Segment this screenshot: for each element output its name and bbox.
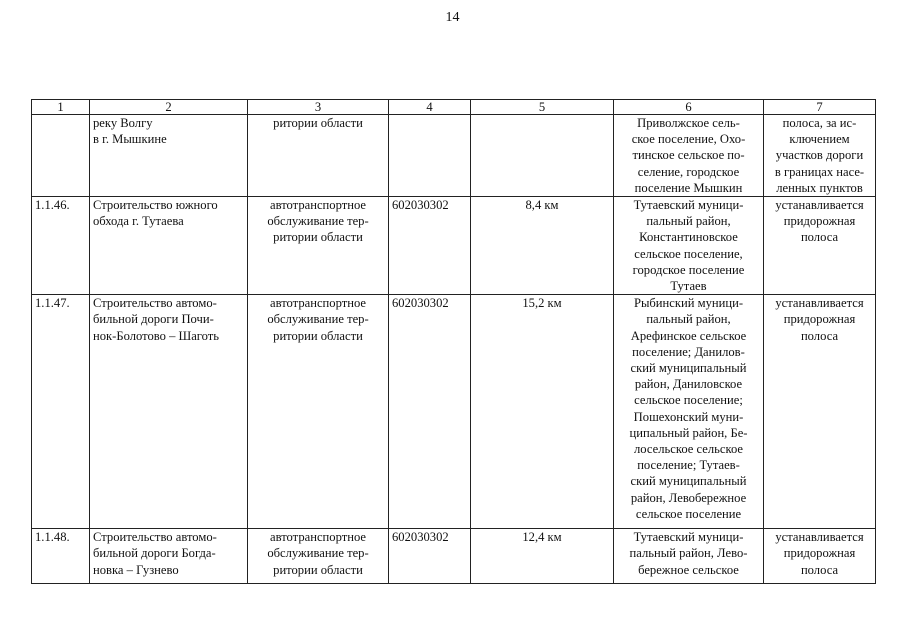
column-number-7: 7 (764, 100, 876, 115)
object-purpose-line: ритории области (273, 116, 363, 130)
object-name (90, 529, 248, 584)
object-location-line: лосельское сельское (634, 442, 743, 457)
table-row (32, 115, 876, 197)
object-location-line: пальный район, (646, 214, 731, 229)
protection-zone-line: полоса (800, 562, 839, 577)
object-location-line: сельское поселение, (634, 246, 743, 261)
object-purpose (248, 295, 389, 529)
object-location-line: ципальный район, Бе- (629, 425, 748, 440)
protection-zone (764, 295, 876, 529)
protection-zone-line: участков дороги (775, 148, 864, 163)
object-location-line: Тутаевский муници- (633, 198, 744, 213)
column-number-1: 1 (32, 100, 90, 115)
column-number-5: 5 (471, 100, 614, 115)
protection-zone-line: полоса (800, 328, 839, 343)
object-purpose-line: обслуживание тер- (267, 312, 369, 327)
object-length-text: 8,4 км (525, 198, 559, 213)
object-name (90, 197, 248, 295)
object-location-line: сельское поселение; (634, 393, 743, 408)
object-location-line: сельское поселение (635, 506, 742, 521)
object-length-text: 15,2 км (522, 296, 562, 311)
object-location (614, 115, 764, 197)
object-location-line: Тутаев (670, 279, 707, 294)
object-name-line: новка – Гузнево (93, 562, 179, 577)
protection-zone-line: ключением (789, 132, 850, 147)
table-row (32, 295, 876, 529)
object-purpose (248, 197, 389, 295)
row-number (32, 295, 90, 529)
object-length (471, 295, 614, 529)
protection-zone (764, 529, 876, 584)
object-purpose-line: автотранспортное (269, 296, 366, 311)
column-number-4: 4 (389, 100, 471, 115)
object-length (471, 197, 614, 295)
object-location-line: Константиновское (639, 230, 738, 245)
object-code (389, 197, 471, 295)
object-purpose-line: ритории области (273, 230, 363, 245)
object-name-line: Строительство автомо- (93, 530, 217, 545)
document-table (31, 99, 876, 584)
object-name-line: в г. Мышкине (93, 132, 167, 147)
protection-zone-line: придорожная (783, 546, 856, 561)
object-location-line: ский муниципальный (630, 361, 747, 376)
object-purpose (248, 529, 389, 584)
object-purpose-line: ритории области (273, 328, 363, 343)
row-number-text: 1.1.48. (35, 530, 70, 545)
table-body (32, 115, 876, 584)
object-location-line: район, Левобережное (630, 490, 747, 505)
column-number-3: 3 (248, 100, 389, 115)
protection-zone-line: полоса (800, 230, 839, 245)
object-location (614, 529, 764, 584)
object-location-line: Тутаевский муници- (633, 530, 744, 545)
object-name-line: обхода г. Тутаева (93, 214, 184, 229)
object-location-line: район, Даниловское (634, 377, 743, 392)
object-location-line: городское поселение (632, 262, 745, 277)
object-name-line: бильной дороги Почи- (93, 312, 214, 327)
protection-zone-line: устанавливается (775, 530, 864, 545)
header-row (32, 100, 876, 115)
object-purpose-line: автотранспортное (269, 530, 366, 545)
object-code-text: 602030302 (392, 530, 449, 545)
object-location-line: пальный район, (646, 312, 731, 327)
column-number-2: 2 (90, 100, 248, 115)
object-code-text: 602030302 (392, 198, 449, 213)
protection-zone-line: устанавливается (775, 296, 864, 311)
object-purpose-line: ритории области (273, 562, 363, 577)
object-name (90, 115, 248, 197)
row-number-text: 1.1.46. (35, 198, 70, 213)
object-location-line: ское поселение, Охо- (631, 132, 746, 147)
object-code-text: 602030302 (392, 296, 449, 311)
protection-zone (764, 197, 876, 295)
protection-zone-line: ленных пунктов (776, 180, 863, 195)
object-purpose-line: обслуживание тер- (267, 214, 369, 229)
protection-zone (764, 115, 876, 197)
object-location-line: поселение Мышкин (634, 180, 743, 195)
object-location-line: бережное сельское (638, 562, 739, 577)
object-name-line: реку Волгу (93, 116, 153, 130)
row-number (32, 529, 90, 584)
page-number: 14 (445, 10, 460, 25)
object-name-line: Строительство южного (93, 198, 218, 213)
row-number (32, 115, 90, 197)
object-location-line: ский муниципальный (630, 474, 747, 489)
table-row (32, 197, 876, 295)
protection-zone-line: придорожная (783, 312, 856, 327)
object-length-text: 12,4 км (522, 530, 562, 545)
object-name-line: Строительство автомо- (93, 296, 217, 311)
object-length (471, 115, 614, 197)
object-location-line: Приволжское сель- (637, 116, 740, 130)
object-length (471, 529, 614, 584)
object-code (389, 295, 471, 529)
object-location (614, 197, 764, 295)
row-number (32, 197, 90, 295)
object-location-line: селение, городское (637, 164, 740, 179)
object-location-line: Пошехонский муни- (633, 409, 744, 424)
object-code (389, 115, 471, 197)
object-name-line: нок-Болотово – Шаготь (93, 328, 220, 343)
protection-zone-line: придорожная (783, 214, 856, 229)
protection-zone-line: устанавливается (775, 198, 864, 213)
object-location-line: Арефинское сельское (630, 328, 747, 343)
object-purpose-line: обслуживание тер- (267, 546, 369, 561)
object-name (90, 295, 248, 529)
object-name-line: бильной дороги Богда- (93, 546, 216, 561)
table-row (32, 529, 876, 584)
object-location-line: поселение; Данилов- (632, 344, 745, 359)
object-purpose-line: автотранспортное (269, 198, 366, 213)
object-location (614, 295, 764, 529)
protection-zone-line: полоса, за ис- (782, 116, 857, 130)
object-code (389, 529, 471, 584)
object-location-line: пальный район, Лево- (629, 546, 748, 561)
column-number-6: 6 (614, 100, 764, 115)
row-number-text: 1.1.47. (35, 296, 70, 311)
object-location-line: поселение; Тутаев- (637, 458, 740, 473)
protection-zone-line: в границах насе- (774, 164, 865, 179)
object-location-line: Рыбинский муници- (633, 296, 744, 311)
object-purpose (248, 115, 389, 197)
object-location-line: тинское сельское по- (632, 148, 745, 163)
